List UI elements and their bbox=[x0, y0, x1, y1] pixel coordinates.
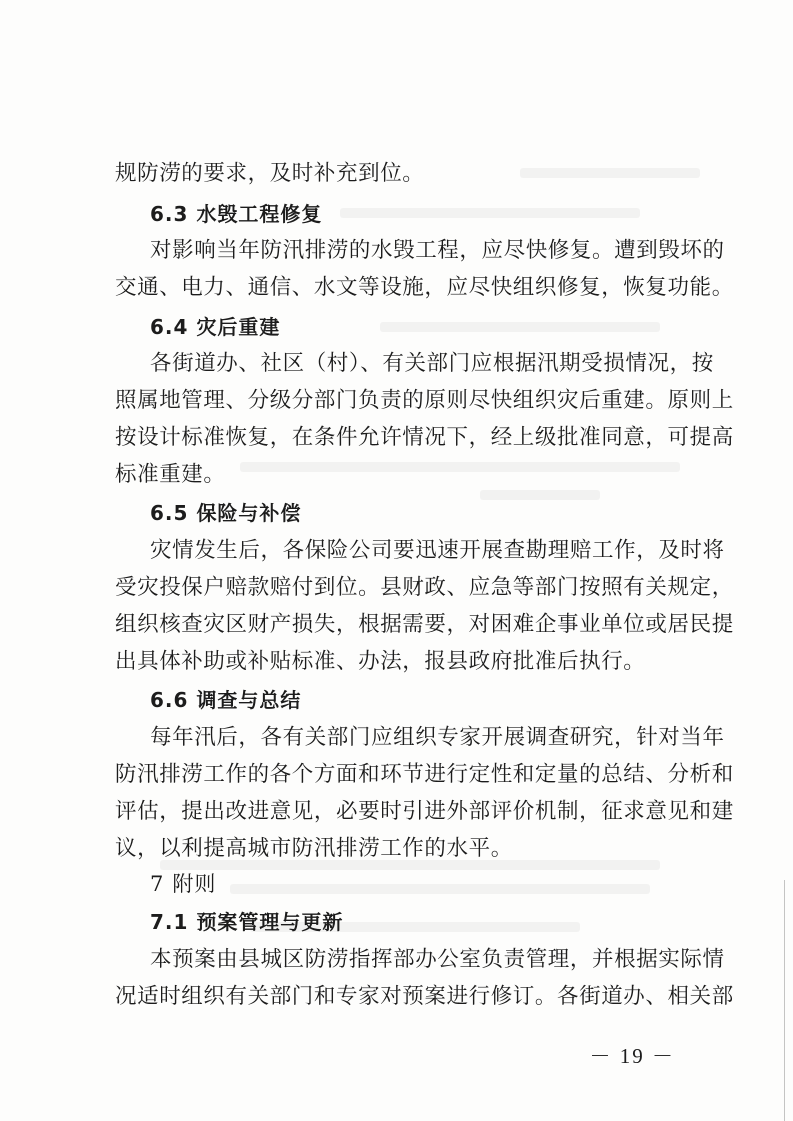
body-line: 议，以利提高城市防汛排涝工作的水平。 bbox=[115, 836, 513, 861]
section-number: 6.5 bbox=[150, 501, 189, 525]
body-line: 灾情发生后，各保险公司要迅速开展查勘理赔工作，及时将 bbox=[150, 538, 725, 563]
body-line: 照属地管理、分级分部门负责的原则尽快组织灾后重建。原则上 bbox=[115, 388, 734, 413]
section-heading-6-3 bbox=[150, 198, 322, 227]
section-title: 预案管理与更新 bbox=[196, 910, 344, 934]
section-heading-6-5 bbox=[150, 497, 301, 526]
bleed-through-mark bbox=[340, 208, 640, 218]
chapter-title: 附则 bbox=[172, 872, 217, 896]
section-title: 水毁工程修复 bbox=[196, 202, 323, 226]
bleed-through-mark bbox=[520, 168, 700, 178]
body-line: 对影响当年防汛排涝的水毁工程，应尽快修复。遭到毁坏的 bbox=[150, 238, 725, 263]
section-title: 保险与补偿 bbox=[196, 501, 302, 525]
body-line: 防汛排涝工作的各个方面和环节进行定性和定量的总结、分析和 bbox=[115, 762, 734, 787]
body-line: 标准重建。 bbox=[115, 462, 226, 487]
chapter-heading-7 bbox=[150, 868, 216, 898]
section-heading-6-4 bbox=[150, 311, 280, 340]
section-heading-7-1 bbox=[150, 906, 343, 935]
chapter-number: 7 bbox=[150, 872, 165, 896]
section-heading-6-6 bbox=[150, 684, 301, 713]
section-number: 7.1 bbox=[150, 910, 189, 934]
body-line: 按设计标准恢复，在条件允许情况下，经上级批准同意，可提高 bbox=[115, 425, 734, 450]
bleed-through-mark bbox=[480, 490, 600, 500]
body-line: 受灾投保户赔款赔付到位。县财政、应急等部门按照有关规定， bbox=[115, 575, 734, 600]
body-line: 出具体补助或补贴标准、办法，报县政府批准后执行。 bbox=[115, 649, 646, 674]
body-line: 本预案由县城区防涝指挥部办公室负责管理，并根据实际情 bbox=[150, 947, 725, 972]
bleed-through-mark bbox=[230, 884, 650, 894]
section-title: 调查与总结 bbox=[196, 688, 302, 712]
section-number: 6.4 bbox=[150, 315, 189, 339]
body-line: 评估，提出改进意见，必要时引进外部评价机制，征求意见和建 bbox=[115, 799, 734, 824]
body-line: 况适时组织有关部门和专家对预案进行修订。各街道办、相关部 bbox=[115, 984, 734, 1009]
bleed-through-mark bbox=[240, 462, 680, 472]
section-number: 6.6 bbox=[150, 688, 189, 712]
section-number: 6.3 bbox=[150, 202, 189, 226]
body-line: 各街道办、社区（村）、有关部门应根据汛期受损情况，按 bbox=[150, 351, 714, 376]
page-number: － 19 － bbox=[589, 1044, 675, 1068]
body-line: 组织核查灾区财产损失，根据需要，对困难企事业单位或居民提 bbox=[115, 612, 734, 637]
section-title: 灾后重建 bbox=[196, 315, 281, 339]
body-line: 每年汛后，各有关部门应组织专家开展调查研究，针对当年 bbox=[150, 725, 725, 750]
paper-edge bbox=[784, 880, 785, 1121]
body-line: 交通、电力、通信、水文等设施，应尽快组织修复，恢复功能。 bbox=[115, 275, 734, 300]
bleed-through-mark bbox=[380, 322, 660, 332]
body-line: 规防涝的要求，及时补充到位。 bbox=[115, 161, 425, 186]
